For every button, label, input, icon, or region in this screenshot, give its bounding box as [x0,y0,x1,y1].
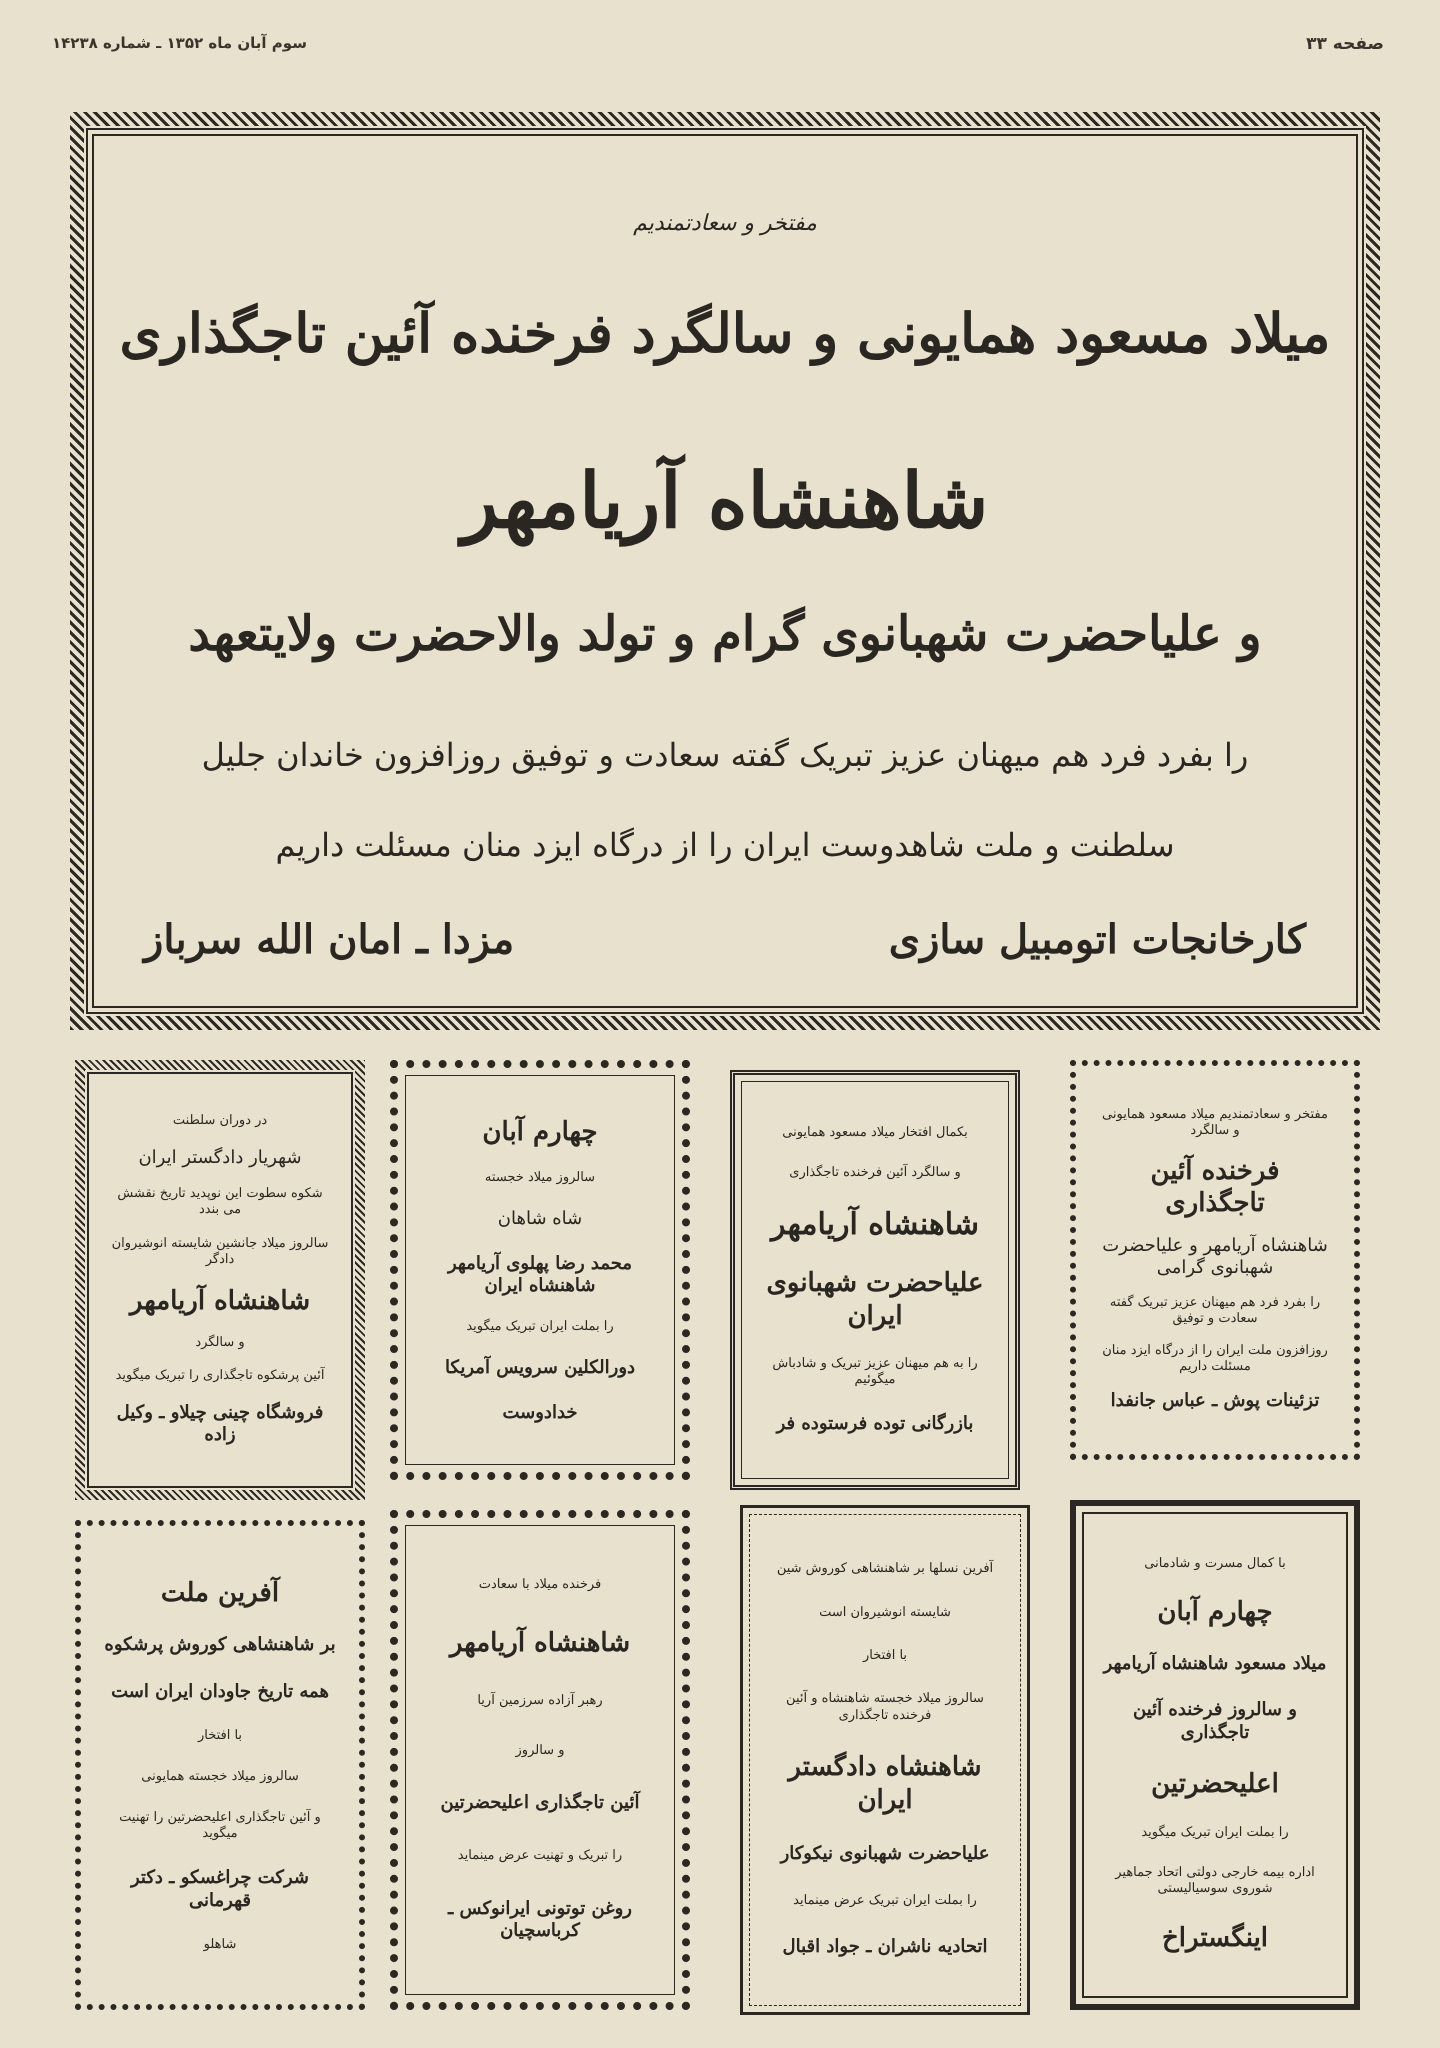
ad-line: شکوه سطوت این نوپدید تاریخ نقشش می بندد [117,1186,323,1218]
ad-line: اعلیحضرتین [1151,1769,1279,1800]
main-advertisement [70,112,1380,1030]
ad-line: فرخنده میلاد با سعادت [478,1577,602,1593]
ad-line: علیاحضرت شهبانوی نیکوکار [780,1843,990,1865]
ad-line: را بفرد فرد هم میهنان عزیز تبریک گفته سعادت و توفیق [1109,1295,1321,1327]
ad-box-row1-1 [1070,1060,1360,1460]
main-ad-owner: مزدا ـ امان الله سرباز [144,916,515,963]
ad-box-row2-1 [1070,1500,1360,2010]
page-header [0,0,1440,100]
ad-line: شاهنشاه آریامهر [449,1628,631,1658]
ad-line: و سالگرد آئین فرخنده تاجگذاری [789,1165,961,1181]
ad-line: و سالروز فرخنده آئین تاجگذاری [1133,1699,1297,1743]
ad-line: رهبر آزاده سرزمین آریا [477,1692,603,1708]
ad-line: و آئین تاجگذاری اعلیحضرتین را تهنیت میگوید [119,1810,321,1842]
ad-line: سالروز میلاد خجسته همایونی [141,1769,299,1785]
ad-line: را بملت ایران تبریک میگوید [1141,1824,1289,1840]
main-ad-occasion: میلاد مسعود همایونی و سالگرد فرخنده آئین تاجگذاری [119,301,1331,365]
main-ad-queen-line: و علیاحضرت شهبانوی گرام و تولد والاحضرت ولایتعهد [188,606,1262,662]
ad-line: دورالکلین سرویس آمریکا [444,1357,636,1379]
main-ad-king-title: شاهنشاه آریامهر [461,456,989,545]
ad-line: چهارم آبان [1157,1597,1273,1628]
ad-line: سالروز میلاد خجسته [484,1170,596,1186]
ad-line: شاهلو [203,1937,237,1952]
ad-line: را بملت ایران تبریک عرض مینماید [793,1892,977,1908]
ad-box-row2-3 [390,1510,690,2010]
ad-line: شایسته انوشیروان است [819,1604,951,1620]
ad-line: شاهنشاه آریامهر و علیاحضرت شهبانوی گرامی [1102,1234,1328,1279]
ad-line: همه تاریخ جاودان ایران است [111,1681,329,1703]
ad-box-row2-4 [75,1520,365,2010]
ad-line: شاهنشاه آریامهر [129,1286,311,1317]
main-ad-wish-line-2: سلطنت و ملت شاهدوست ایران را از درگاه ایزد منان مسئلت داریم [275,826,1175,864]
ad-line: سالروز میلاد جانشین شایسته انوشیروان دادگر [111,1235,329,1267]
ad-line: آئین پرشکوه تاجگذاری را تبریک میگوید [115,1368,325,1384]
ad-line: فرخنده آئین تاجگذاری [1150,1155,1280,1219]
ad-line: میلاد مسعود شاهنشاه آریامهر [1103,1652,1327,1674]
ad-line: اتحادیه ناشران ـ جواد اقبال [782,1936,988,1958]
ad-line: آئین تاجگذاری اعلیحضرتین [440,1792,640,1814]
ad-line: چهارم آبان [482,1116,598,1147]
ad-line: آفرین ملت [160,1577,280,1608]
ad-line: را تبریک و تهنیت عرض مینماید [457,1848,623,1863]
main-ad-signature [94,916,1356,963]
ad-line: محمد رضا پهلوی آریامهر شاهنشاه ایران [447,1252,633,1296]
ad-line: شرکت چراغسکو ـ دکتر قهرمانی [130,1867,310,1911]
ad-line: با افتخار [862,1647,908,1663]
ad-line: اینگستراخ [1161,1922,1269,1953]
ad-line: فروشگاه چینی چیلاو ـ وکیل زاده [116,1401,324,1446]
main-ad-intro: مفتخر و سعادتمندیم [633,211,817,236]
ad-line: را بملت ایران تبریک میگوید [466,1319,614,1335]
ad-line: شاهنشاه دادگستر ایران [788,1752,982,1815]
ad-box-row1-3 [390,1060,690,1480]
ad-line: شاه شاهان [497,1208,583,1230]
ad-line: با کمال مسرت و شادمانی [1144,1556,1286,1571]
ad-line: با افتخار [197,1728,243,1744]
main-ad-wish-line-1: را بفرد فرد هم میهنان عزیز تبریک گفته سعادت و توفیق روزافزون خاندان جلیل [201,736,1249,774]
ad-box-row1-2 [730,1070,1020,1490]
ad-line: روزافزون ملت ایران را از درگاه ایزد منان مسئلت داریم [1102,1342,1328,1374]
ad-box-row2-2 [740,1505,1030,2015]
ad-line: و سالگرد [195,1335,245,1350]
ad-line: شهریار دادگستر ایران [138,1146,302,1168]
ad-line: خدادوست [502,1401,578,1423]
ad-box-row1-4 [75,1060,365,1500]
ad-line: مفتخر و سعادتمندیم میلاد مسعود همایونی و سالگرد [1102,1107,1328,1139]
main-ad-company: کارخانجات اتومبیل سازی [888,916,1306,963]
ad-line: را به هم میهنان عزیز تبریک و شادباش میگوئیم [772,1356,978,1388]
ad-line: اداره بیمه خارجی دولتی اتحاد جماهیر شوروی سوسیالیستی [1115,1865,1315,1897]
ad-line: روغن توتونی ایرانوکس ـ کرباسچیان [448,1897,632,1942]
ad-line: در دوران سلطنت [172,1113,268,1129]
ad-line: و سالروز [515,1742,565,1758]
ad-line: سالروز میلاد خجسته شاهنشاه و آئین فرخنده تاجگذاری [786,1691,984,1723]
ad-line: شاهنشاه آریامهر [771,1206,979,1242]
ad-line: بکمال افتخار میلاد مسعود همایونی [782,1125,968,1140]
issue-date: سوم آبان ماه ۱۳۵۲ ـ شماره ۱۴۲۳۸ [52,34,307,52]
page-number: صفحه ۳۳ [1306,34,1384,54]
main-ad-content [92,134,1358,1008]
ad-line: بر شاهنشاهی کوروش پرشکوه [104,1633,336,1655]
ad-line: بازرگانی توده فرستوده فر [776,1412,974,1434]
ad-line: علیاحضرت شهبانوی ایران [766,1268,984,1331]
ad-line: تزئینات پوش ـ عباس جانفدا [1110,1390,1320,1412]
ad-line: آفرین نسلها بر شاهنشاهی کوروش شین [776,1561,994,1577]
